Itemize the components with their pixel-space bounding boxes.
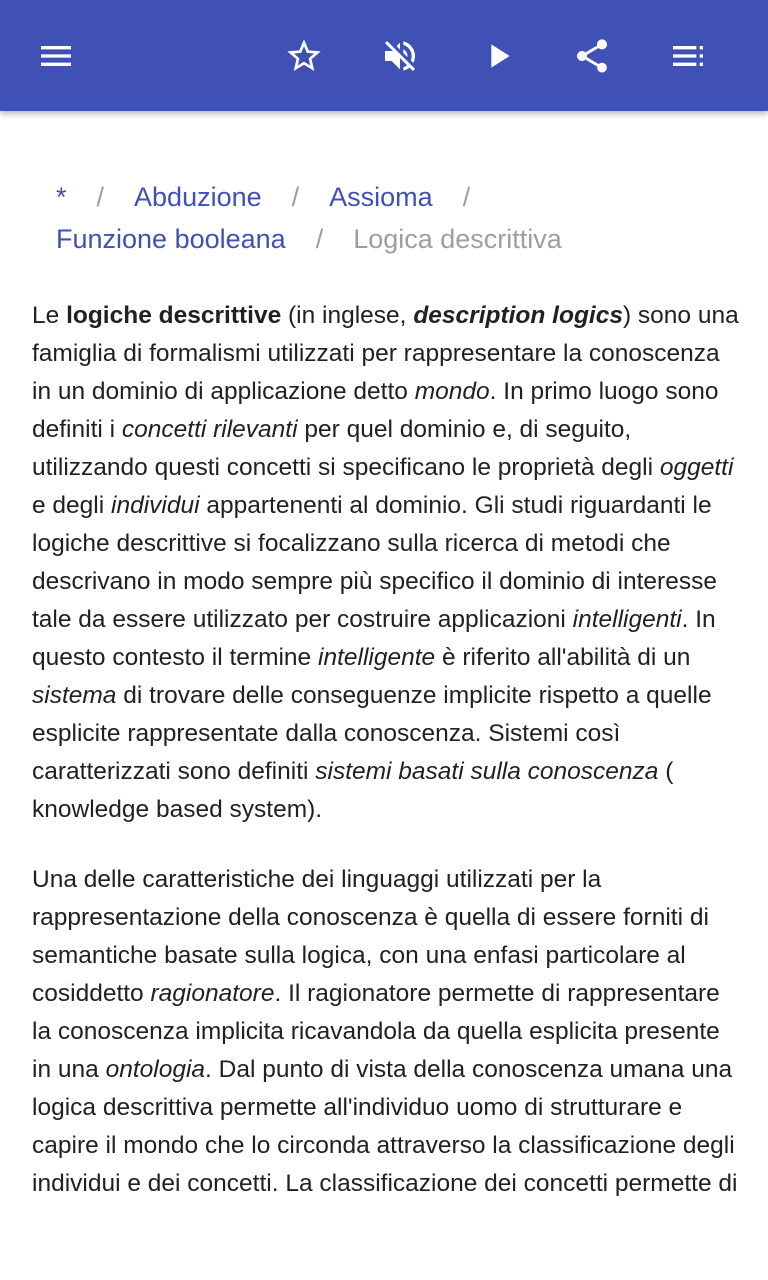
play-button[interactable] <box>466 24 530 88</box>
bold-term: logiche descrittive <box>66 302 282 329</box>
text-run: per quel dominio e, di seguito, utilizzando questi concetti si specificano le proprietà degli <box>32 416 660 481</box>
italic-term: mondo <box>414 378 490 405</box>
favorite-button[interactable] <box>272 24 336 88</box>
text-run: è riferito all'abilità di un <box>435 644 691 671</box>
text-run: ) sono una famiglia di formalismi utilizzati per rappresentare la conoscenza in un dominio di applicazione detto <box>32 302 739 405</box>
text-run: . In primo luogo sono definiti i <box>32 378 719 443</box>
italic-term: concetti rilevanti <box>121 416 298 443</box>
text-run: di trovare delle conseguenze implicite rispetto a quelle esplicite rappresentate dalla conoscenza. Sistemi così caratterizzati sono definiti <box>32 682 712 785</box>
menu-button[interactable] <box>24 24 88 88</box>
breadcrumb-item-funzione-booleana[interactable]: Funzione booleana <box>56 224 286 254</box>
star-outline-icon <box>284 36 324 76</box>
playlist-icon <box>668 36 708 76</box>
italic-term: intelligenti <box>572 606 682 633</box>
breadcrumb-separator: / <box>315 224 324 254</box>
article-paragraph-1 <box>32 297 742 829</box>
breadcrumb-separator: / <box>462 182 471 212</box>
breadcrumb-item-home[interactable]: * <box>56 182 67 212</box>
app-bar <box>0 0 768 111</box>
italic-term: individui <box>111 492 200 519</box>
text-run: appartenenti al dominio. Gli studi riguardanti le logiche descrittive si focalizzano sulla ricerca di metodi che descrivano in modo sempre più specifico il dominio di interesse tale da essere utilizzato per costruire applicazioni <box>32 492 717 633</box>
text-run: ( knowledge based system). <box>32 758 674 823</box>
share-button[interactable] <box>560 24 624 88</box>
italic-term: oggetti <box>659 454 734 481</box>
breadcrumb-item-assioma[interactable]: Assioma <box>329 182 433 212</box>
volume-off-icon <box>380 36 420 76</box>
menu-icon <box>36 36 76 76</box>
breadcrumb <box>56 176 736 260</box>
italic-term: sistemi basati sulla conoscenza <box>315 758 659 785</box>
play-icon <box>478 36 518 76</box>
mute-button[interactable] <box>368 24 432 88</box>
article-paragraph-2 <box>32 861 742 1203</box>
bold-italic-term: description logics <box>413 302 623 329</box>
text-run: . In questo contesto il termine <box>32 606 716 671</box>
text-run: . Dal punto di vista della conoscenza umana una logica descrittiva permette all'individuo uomo di strutturare e capire il mondo che lo circonda attraverso la classificazione degli individui e dei concetti. La classificazione dei concetti permette di <box>32 1056 738 1197</box>
italic-term: ragionatore <box>150 980 275 1007</box>
text-run: e degli <box>32 492 112 519</box>
playlist-button[interactable] <box>656 24 720 88</box>
italic-term: ontologia <box>105 1056 206 1083</box>
text-run: Le <box>32 302 67 329</box>
italic-term: sistema <box>32 682 117 709</box>
text-run: . Il ragionatore permette di rappresentare la conoscenza implicita ricavandola da quella esplicita presente in una <box>32 980 720 1083</box>
share-icon <box>572 36 612 76</box>
article-body <box>32 297 742 1235</box>
breadcrumb-item-abduzione[interactable]: Abduzione <box>134 182 262 212</box>
text-run: (in inglese, <box>281 302 414 329</box>
text-run: Una delle caratteristiche dei linguaggi utilizzati per la rappresentazione della conoscenza è quella di essere forniti di semantiche basate sulla logica, con una enfasi particolare al cosiddetto <box>32 866 709 1007</box>
breadcrumb-separator: / <box>96 182 105 212</box>
italic-term: intelligente <box>318 644 436 671</box>
breadcrumb-current: Logica descrittiva <box>353 224 562 254</box>
breadcrumb-separator: / <box>291 182 300 212</box>
